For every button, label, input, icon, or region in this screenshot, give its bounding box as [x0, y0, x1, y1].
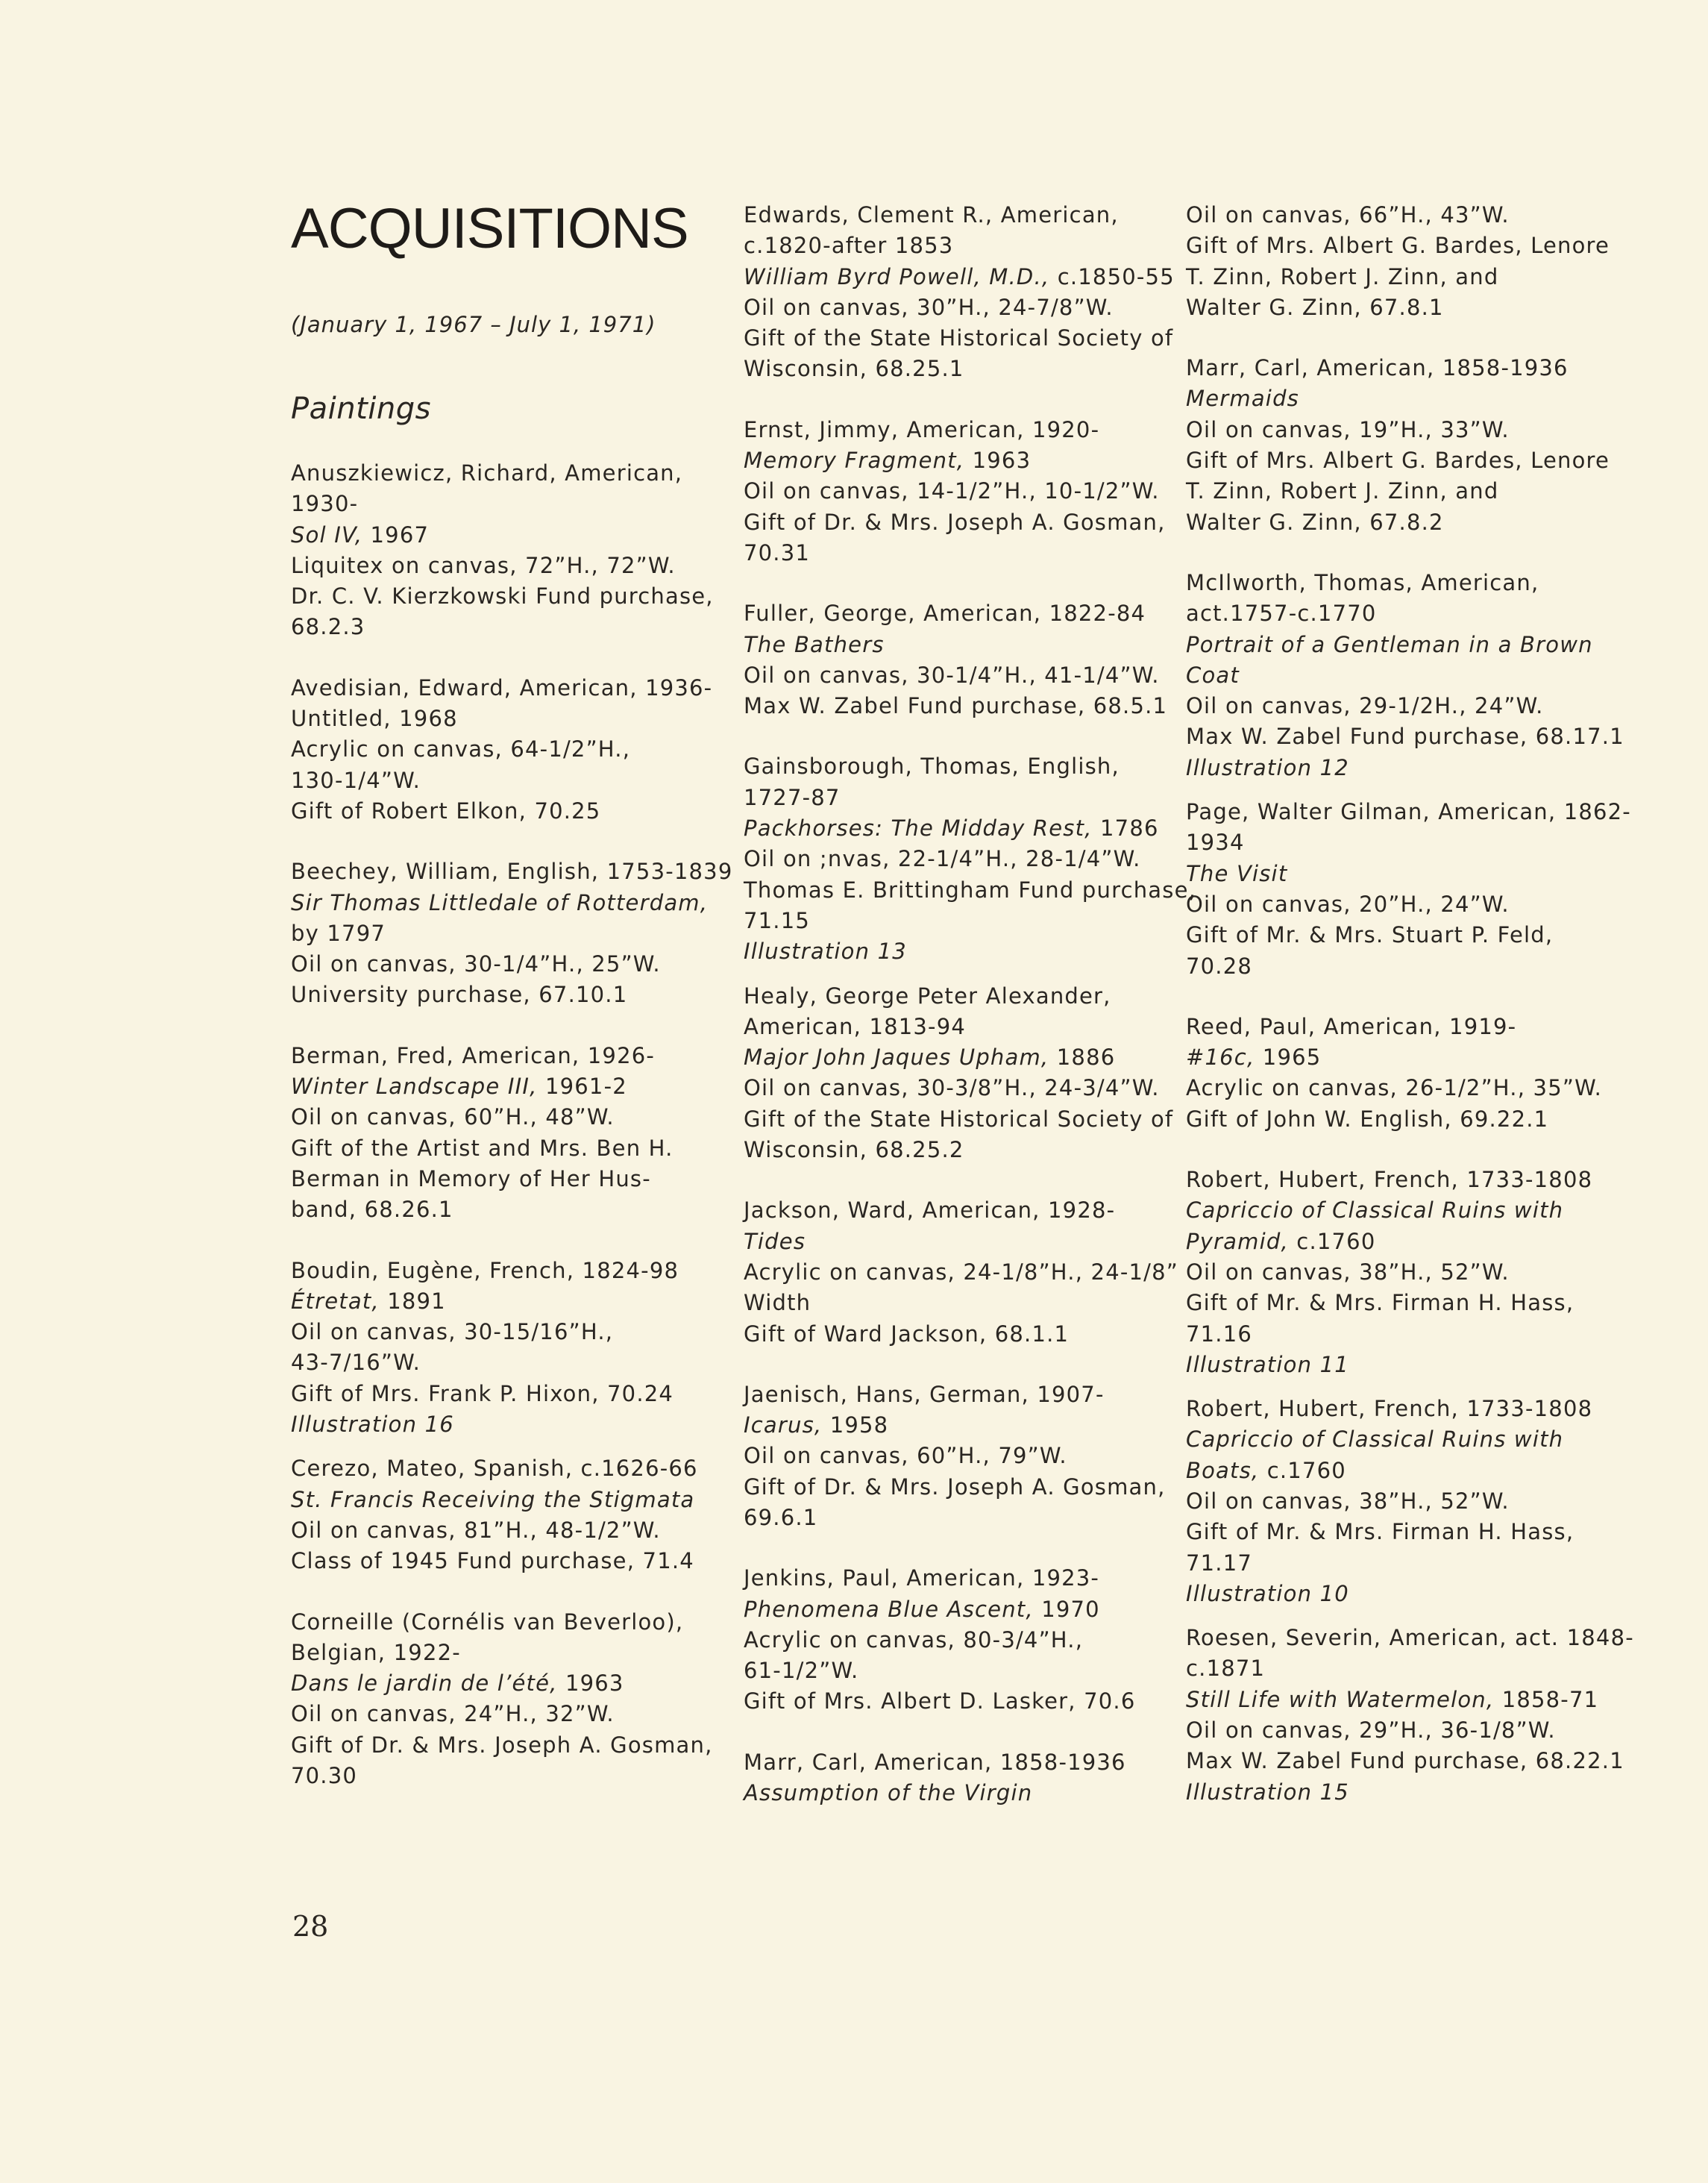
- entry-line: Oil on canvas, 29-1/2H., 24”W.: [1186, 693, 1544, 719]
- artwork-title: Phenomena Blue Ascent,: [744, 1596, 1034, 1622]
- entry-line-italic: Illustration 11: [1186, 1351, 1349, 1377]
- artwork-title: Pyramid,: [1186, 1228, 1289, 1254]
- entry-text: 1963: [964, 448, 1032, 474]
- catalogue-entry: [291, 458, 738, 643]
- column-1-entries: [291, 458, 738, 1791]
- artwork-title: Winter Landscape III,: [291, 1074, 538, 1100]
- entry-text: 1970: [1033, 1596, 1100, 1622]
- entry-line: 1934: [1186, 830, 1245, 856]
- entry-line: Gift of Robert Elkon, 70.25: [291, 798, 601, 824]
- artwork-title: William Byrd Powell, M.D.,: [744, 263, 1050, 289]
- entry-line: [744, 813, 1191, 844]
- entry-line: 70.30: [291, 1762, 358, 1788]
- catalogue-entry: [291, 1256, 738, 1441]
- entry-line: Avedisian, Edward, American, 1936-: [291, 674, 713, 701]
- entry-line: Jackson, Ward, American, 1928-: [744, 1197, 1116, 1224]
- entry-text: 1891: [379, 1288, 446, 1314]
- entry-line: Oil on canvas, 30-1/4”H., 25”W.: [291, 951, 661, 977]
- entry-line: McIlworth, Thomas, American,: [1186, 569, 1539, 595]
- entry-text: 1858-71: [1494, 1686, 1599, 1712]
- entry-line: 1727-87: [744, 784, 841, 810]
- section-heading-paintings: Paintings: [291, 392, 431, 426]
- artwork-title: Dans le jardin de l’été,: [291, 1670, 558, 1697]
- entry-line: Walter G. Zinn, 67.8.1: [1186, 294, 1444, 320]
- entry-line: Gift of Mr. & Mrs. Stuart P. Feld,: [1186, 922, 1554, 948]
- entry-line: 61-1/2”W.: [744, 1658, 859, 1684]
- catalogue-entry: [291, 1453, 738, 1576]
- entry-line: Acrylic on canvas, 80-3/4”H.,: [744, 1626, 1084, 1653]
- catalogue-entry: [1186, 1394, 1633, 1609]
- entry-text: 1958: [822, 1412, 889, 1438]
- entry-line-italic: Mermaids: [1186, 386, 1299, 412]
- entry-line: Gift of John W. English, 69.22.1: [1186, 1106, 1549, 1132]
- entry-line: Width: [744, 1290, 811, 1316]
- entry-line: Ernst, Jimmy, American, 1920-: [744, 416, 1100, 442]
- catalogue-entry: [744, 1747, 1191, 1809]
- entry-line: Edwards, Clement R., American,: [744, 202, 1119, 228]
- entry-line-italic: Sir Thomas Littledale of Rotterdam,: [291, 889, 709, 915]
- entry-line: Gift of the State Historical Society of: [744, 325, 1174, 351]
- entry-line: c.1820-after 1853: [744, 233, 954, 259]
- entry-line-italic: Illustration 12: [1186, 754, 1349, 780]
- entry-line: Oil on ;nvas, 22-1/4”H., 28-1/4”W.: [744, 846, 1141, 872]
- artwork-title: Icarus,: [744, 1412, 823, 1438]
- entry-line: Oil on canvas, 29”H., 36-1/8”W.: [1186, 1717, 1556, 1744]
- entry-line: Jaenisch, Hans, German, 1907-: [744, 1381, 1105, 1407]
- catalogue-entry: [1186, 1012, 1633, 1135]
- entry-line: Wisconsin, 68.25.1: [744, 356, 964, 382]
- catalogue-entry: [291, 1607, 738, 1792]
- entry-line-italic: Coat: [1186, 662, 1240, 688]
- artwork-title: Sol IV,: [291, 522, 363, 548]
- entry-line-italic: Assumption of the Virgin: [744, 1780, 1033, 1806]
- entry-text: 1963: [557, 1670, 624, 1697]
- page-number: 28: [292, 1910, 329, 1943]
- column-2: [744, 200, 1197, 1838]
- entry-line: Gift of Mrs. Albert D. Lasker, 70.6: [744, 1688, 1136, 1714]
- entry-line: Gift of Mr. & Mrs. Firman H. Hass,: [1186, 1519, 1574, 1545]
- entry-line: Walter G. Zinn, 67.8.2: [1186, 509, 1444, 535]
- entry-line: 1930-: [291, 491, 359, 517]
- entry-line: 71.15: [744, 907, 811, 933]
- entry-line: Robert, Hubert, French, 1733-1808: [1186, 1167, 1593, 1193]
- catalogue-entry: [744, 598, 1191, 721]
- entry-line: [744, 1042, 1191, 1073]
- entry-line: Untitled, 1968: [291, 706, 458, 732]
- catalogue-entry: [744, 1563, 1191, 1717]
- entry-line: Oil on canvas, 38”H., 52”W.: [1186, 1488, 1510, 1514]
- entry-line: c.1871: [1186, 1656, 1266, 1682]
- entry-line: [291, 520, 738, 551]
- entry-line: Gainsborough, Thomas, English,: [744, 754, 1120, 780]
- entry-line: Gift of Mr. & Mrs. Firman H. Hass,: [1186, 1290, 1574, 1316]
- catalogue-entry: [744, 751, 1197, 967]
- catalogue-entry: [1186, 1165, 1633, 1380]
- entry-line: [744, 445, 1191, 476]
- entry-line: Gift of the Artist and Mrs. Ben H.: [291, 1135, 674, 1161]
- entry-line: 43-7/16”W.: [291, 1350, 421, 1376]
- catalogue-entry: [1186, 1623, 1633, 1808]
- artwork-title: Still Life with Watermelon,: [1186, 1686, 1495, 1712]
- entry-line: Max W. Zabel Fund purchase, 68.22.1: [1186, 1748, 1624, 1774]
- entry-line: 130-1/4”W.: [291, 767, 421, 793]
- catalogue-entry: [1186, 200, 1633, 323]
- entry-line: Oil on canvas, 19”H., 33”W.: [1186, 416, 1510, 442]
- catalogue-entry: [291, 1041, 738, 1226]
- entry-text: c.1760: [1288, 1228, 1376, 1254]
- entry-line: [744, 1410, 1191, 1441]
- catalogue-entry: [1186, 568, 1633, 783]
- entry-line: 70.28: [1186, 953, 1253, 979]
- entry-line: Fuller, George, American, 1822-84: [744, 601, 1146, 627]
- entry-line: Oil on canvas, 60”H., 79”W.: [744, 1443, 1067, 1469]
- artwork-title: Major John Jaques Upham,: [744, 1044, 1049, 1071]
- entry-line-italic: Illustration 16: [291, 1412, 454, 1438]
- date-range: (January 1, 1967 – July 1, 1971): [291, 312, 656, 337]
- entry-line: Belgian, 1922-: [291, 1639, 461, 1665]
- entry-line: Oil on canvas, 66”H., 43”W.: [1186, 202, 1510, 228]
- entry-line-italic: Portrait of a Gentleman in a Brown: [1186, 631, 1593, 657]
- page-title: ACQUISITIONS: [291, 197, 688, 260]
- entry-line: 69.6.1: [744, 1504, 818, 1530]
- entry-line: 71.17: [1186, 1550, 1253, 1576]
- column-2-entries: [744, 200, 1197, 1808]
- entry-line: Jenkins, Paul, American, 1923-: [744, 1565, 1100, 1591]
- entry-line: Marr, Carl, American, 1858-1936: [1186, 355, 1569, 381]
- entry-line: Oil on canvas, 30-1/4”H., 41-1/4”W.: [744, 662, 1160, 688]
- entry-line: Corneille (Cornélis van Beverloo),: [291, 1609, 684, 1635]
- entry-line: Healy, George Peter Alexander,: [744, 983, 1111, 1009]
- entry-line: Oil on canvas, 30-3/8”H., 24-3/4”W.: [744, 1075, 1160, 1101]
- catalogue-entry: [744, 200, 1191, 385]
- entry-line: Gift of Dr. & Mrs. Joseph A. Gosman,: [744, 1473, 1166, 1500]
- entry-line: Class of 1945 Fund purchase, 71.4: [291, 1548, 694, 1574]
- entry-line: Roesen, Severin, American, act. 1848-: [1186, 1625, 1634, 1651]
- entry-line: [1186, 1227, 1633, 1257]
- entry-line-italic: Illustration 10: [1186, 1580, 1349, 1606]
- artwork-title: Boats,: [1186, 1457, 1260, 1483]
- entry-line: Liquitex on canvas, 72”H., 72”W.: [291, 552, 676, 578]
- entry-line: Wisconsin, 68.25.2: [744, 1137, 964, 1163]
- entry-line: 71.16: [1186, 1321, 1253, 1347]
- entry-line: Oil on canvas, 81”H., 48-1/2”W.: [291, 1517, 661, 1543]
- entry-text: 1786: [1092, 815, 1159, 842]
- entry-line: Oil on canvas, 24”H., 32”W.: [291, 1701, 615, 1727]
- entry-line: Oil on canvas, 20”H., 24”W.: [1186, 891, 1510, 917]
- entry-line: Reed, Paul, American, 1919-: [1186, 1013, 1517, 1039]
- entry-text: 1967: [362, 522, 430, 548]
- entry-line-italic: St. Francis Receiving the Stigmata: [291, 1486, 695, 1512]
- entry-line: [291, 1668, 738, 1699]
- entry-line: Max W. Zabel Fund purchase, 68.5.1: [744, 693, 1168, 719]
- entry-line: 70.31: [744, 539, 811, 566]
- artwork-title: #16c,: [1186, 1044, 1255, 1071]
- entry-line: Berman in Memory of Her Hus-: [291, 1165, 651, 1191]
- entry-line: Acrylic on canvas, 64-1/2”H.,: [291, 736, 631, 762]
- entry-text: c.1760: [1259, 1457, 1346, 1483]
- entry-line: [1186, 1042, 1633, 1073]
- entry-line: American, 1813-94: [744, 1013, 967, 1039]
- entry-line-italic: Illustration 15: [1186, 1779, 1349, 1805]
- entry-line: Robert, Hubert, French, 1733-1808: [1186, 1396, 1593, 1422]
- entry-line: Page, Walter Gilman, American, 1862-: [1186, 799, 1631, 825]
- entry-line: Oil on canvas, 14-1/2”H., 10-1/2”W.: [744, 478, 1160, 504]
- artwork-title: Packhorses: The Midday Rest,: [744, 815, 1093, 842]
- entry-line: Max W. Zabel Fund purchase, 68.17.1: [1186, 724, 1624, 750]
- entry-line-italic: The Visit: [1186, 860, 1288, 886]
- entry-text: c.1850-55: [1049, 263, 1175, 289]
- entry-line: T. Zinn, Robert J. Zinn, and: [1186, 478, 1499, 504]
- entry-line-italic: Tides: [744, 1228, 806, 1254]
- entry-line: Dr. C. V. Kierzkowski Fund purchase,: [291, 583, 714, 610]
- artwork-title: Étretat,: [291, 1288, 380, 1314]
- entry-line: Boudin, Eugène, French, 1824-98: [291, 1257, 679, 1283]
- catalogue-entry: [291, 673, 738, 827]
- entry-line: [291, 1286, 738, 1317]
- catalogue-entry: [744, 1379, 1191, 1533]
- entry-text: 1886: [1049, 1044, 1116, 1071]
- column-3-entries: [1186, 200, 1633, 1808]
- entry-line: Gift of Mrs. Frank P. Hixon, 70.24: [291, 1380, 674, 1406]
- entry-line: Gift of the State Historical Society of: [744, 1106, 1174, 1132]
- catalogue-entry: [1186, 353, 1633, 538]
- entry-line: Beechey, William, English, 1753-1839: [291, 859, 733, 885]
- catalogue-entry: [744, 981, 1191, 1166]
- entry-line: 68.2.3: [291, 614, 365, 640]
- entry-line: Gift of Ward Jackson, 68.1.1: [744, 1321, 1070, 1347]
- entry-text: 1965: [1255, 1044, 1322, 1071]
- entry-line-italic: Illustration 13: [744, 939, 907, 965]
- entry-line: Gift of Dr. & Mrs. Joseph A. Gosman,: [744, 509, 1166, 535]
- entry-line: Oil on canvas, 38”H., 52”W.: [1186, 1259, 1510, 1285]
- catalogue-entry: [744, 415, 1191, 569]
- entry-line: Gift of Dr. & Mrs. Joseph A. Gosman,: [291, 1732, 713, 1758]
- column-1: [291, 194, 738, 1821]
- entry-line: by 1797: [291, 920, 386, 946]
- entry-line: Acrylic on canvas, 26-1/2”H., 35”W.: [1186, 1075, 1603, 1101]
- entry-line: [291, 1071, 738, 1102]
- entry-line: Oil on canvas, 60”H., 48”W.: [291, 1104, 615, 1130]
- entry-line: Thomas E. Brittingham Fund purchase,: [744, 877, 1197, 903]
- entry-line: Berman, Fred, American, 1926-: [291, 1042, 656, 1068]
- column-3: [1186, 200, 1633, 1838]
- entry-line: Marr, Carl, American, 1858-1936: [744, 1749, 1126, 1775]
- entry-line: Cerezo, Mateo, Spanish, c.1626-66: [291, 1456, 698, 1482]
- entry-line: Anuszkiewicz, Richard, American,: [291, 460, 683, 486]
- catalogue-entry: [291, 856, 738, 1010]
- entry-line: band, 68.26.1: [291, 1197, 453, 1223]
- entry-line-italic: Capriccio of Classical Ruins with: [1186, 1197, 1564, 1224]
- entry-line: [1186, 1456, 1633, 1486]
- entry-text: 1961-2: [537, 1074, 627, 1100]
- entry-line: T. Zinn, Robert J. Zinn, and: [1186, 263, 1499, 289]
- entry-line: Gift of Mrs. Albert G. Bardes, Lenore: [1186, 448, 1610, 474]
- artwork-title: Memory Fragment,: [744, 448, 965, 474]
- entry-line: act.1757-c.1770: [1186, 601, 1377, 627]
- catalogue-entry: [744, 1195, 1191, 1349]
- catalogue-entry: [1186, 797, 1633, 982]
- entry-line-italic: Capriccio of Classical Ruins with: [1186, 1426, 1564, 1453]
- entry-line: [744, 1594, 1191, 1625]
- entry-line: University purchase, 67.10.1: [291, 982, 628, 1008]
- entry-line: [1186, 1685, 1633, 1715]
- entry-line: Acrylic on canvas, 24-1/8”H., 24-1/8”: [744, 1259, 1179, 1285]
- entry-line: [744, 262, 1191, 292]
- entry-line: Oil on canvas, 30”H., 24-7/8”W.: [744, 294, 1114, 320]
- entry-line: Oil on canvas, 30-15/16”H.,: [291, 1319, 614, 1345]
- entry-line-italic: The Bathers: [744, 631, 885, 657]
- entry-line: Gift of Mrs. Albert G. Bardes, Lenore: [1186, 233, 1610, 259]
